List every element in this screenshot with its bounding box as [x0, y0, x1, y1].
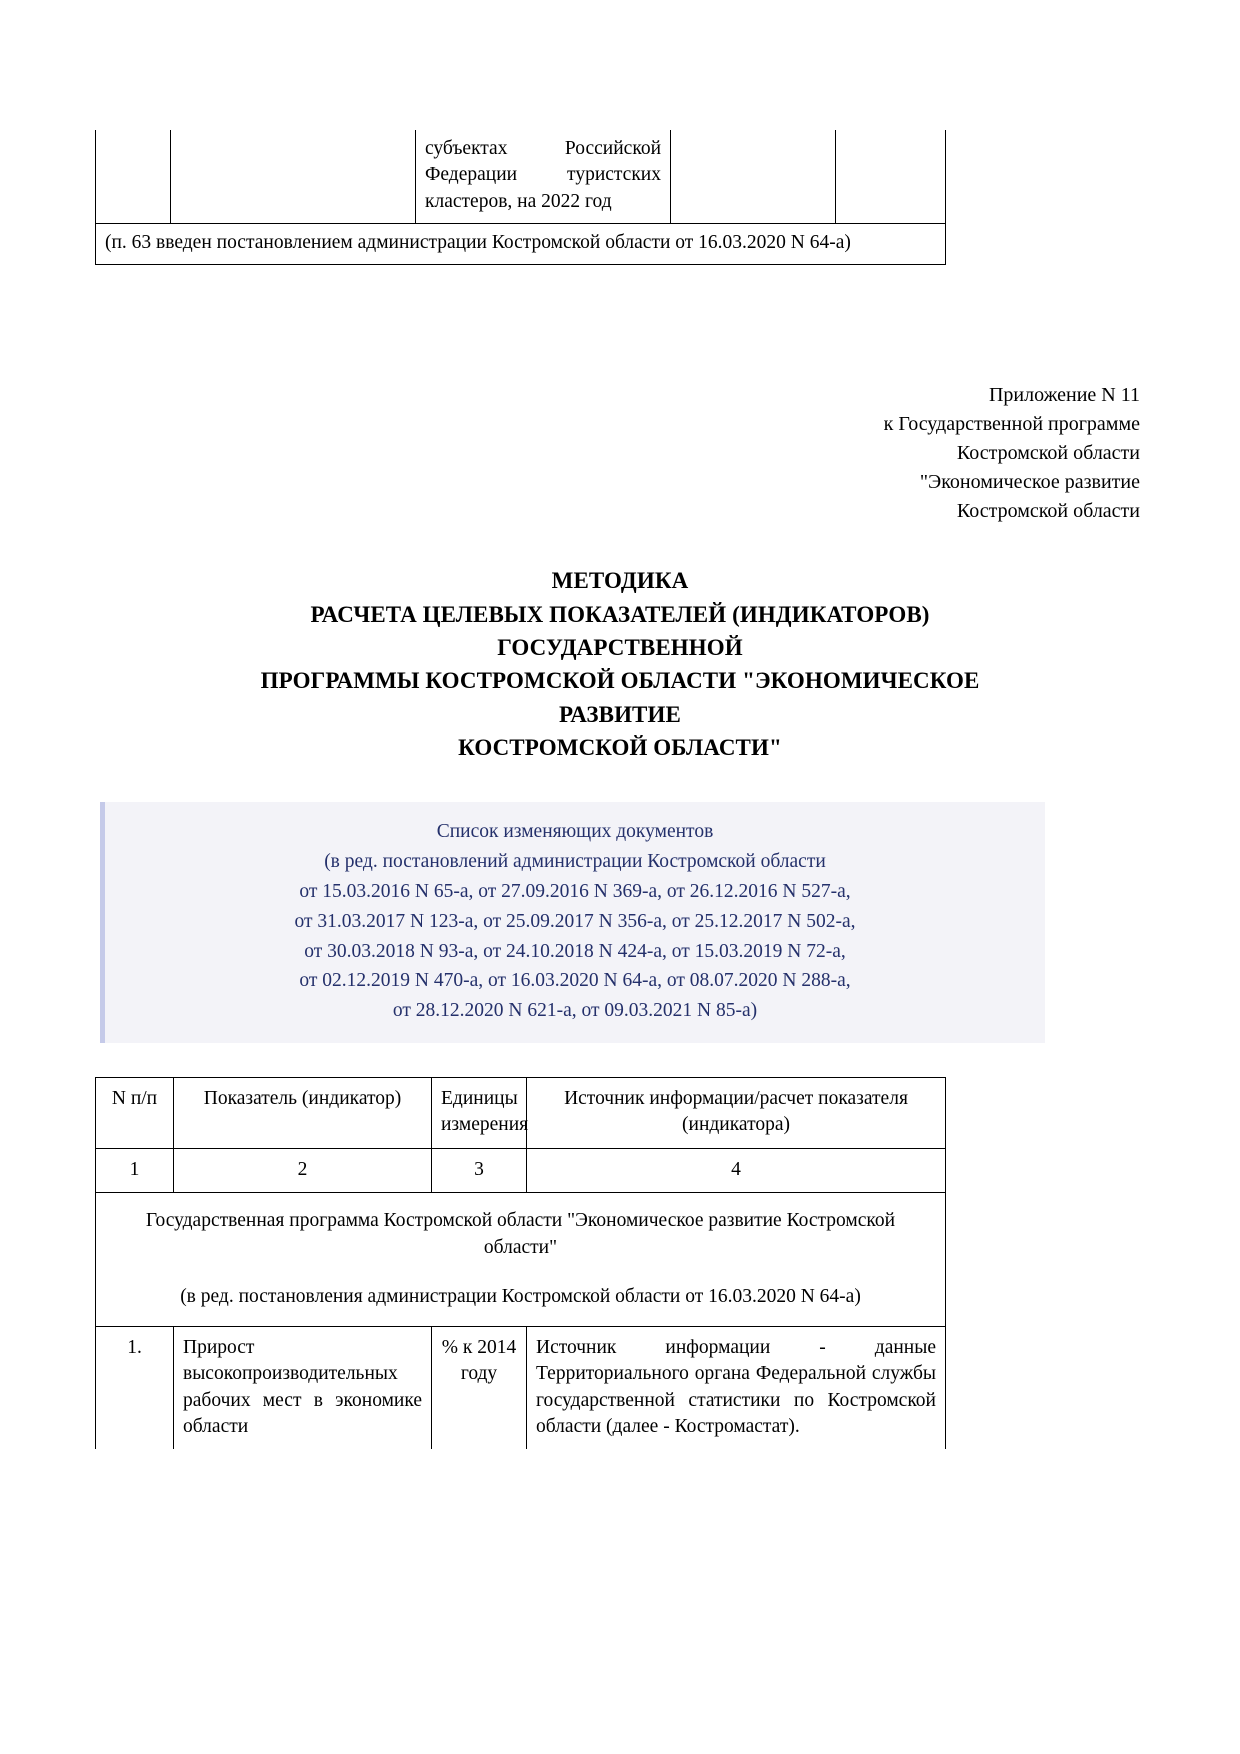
appendix-block	[95, 381, 1145, 526]
cell-number	[96, 130, 171, 223]
changing-documents-box	[100, 802, 1045, 1043]
indicator-table-section	[95, 1077, 1145, 1449]
row-number: 1.	[96, 1326, 174, 1449]
amendment-note: (п. 63 введен постановлением администрации Костромской области от 16.03.2020 N 64-а)	[96, 223, 946, 264]
cell-indicator	[171, 130, 416, 223]
colnum-1: 1	[96, 1148, 174, 1192]
program-amendment-note: (в ред. постановления администрации Костромской области от 16.03.2020 N 64-а)	[180, 1285, 861, 1307]
table-header-row	[96, 1078, 946, 1149]
program-title: Государственная программа Костромской области "Экономическое развитие Костромской области"	[145, 1210, 896, 1259]
changing-documents-line-1: (в ред. постановлений администрации Костромской области	[324, 851, 826, 873]
program-title-row	[96, 1193, 946, 1327]
cell-unit	[671, 130, 836, 223]
title-line-6: КОСТРОМСКОЙ ОБЛАСТИ"	[458, 734, 782, 760]
header-source: Источник информации/расчет показателя (индикатора)	[527, 1078, 946, 1149]
table-row	[96, 130, 946, 223]
title-line-5: РАЗВИТИЕ	[559, 701, 681, 727]
table-row	[96, 1326, 946, 1449]
colnum-2: 2	[174, 1148, 432, 1192]
cell-description: субъектах Российской Федерации туристских кластеров, на 2022 год	[416, 130, 671, 223]
appendix-line-1: Приложение N 11	[988, 384, 1140, 407]
cell-source	[836, 130, 946, 223]
changing-documents-heading: Список изменяющих документов	[436, 821, 714, 843]
colnum-4: 4	[527, 1148, 946, 1192]
continued-table	[95, 130, 946, 265]
changing-documents-line-4: от 30.03.2018 N 93-а, от 24.10.2018 N 424-а, от 15.03.2019 N 72-а,	[304, 940, 846, 962]
row-source: Источник информации - данные Территориального органа Федеральной службы государственной статистики по Костромской области (далее - Костромастат).	[527, 1326, 946, 1449]
header-indicator: Показатель (индикатор)	[174, 1078, 432, 1149]
header-units: Единицы измерения	[432, 1078, 527, 1149]
column-number-row	[96, 1148, 946, 1192]
changing-documents-line-6: от 28.12.2020 N 621-а, от 09.03.2021 N 85-а)	[392, 1000, 758, 1022]
page-title	[95, 564, 1145, 764]
changing-documents-line-5: от 02.12.2019 N 470-а, от 16.03.2020 N 64-а, от 08.07.2020 N 288-а,	[299, 970, 851, 992]
indicator-table	[95, 1077, 946, 1449]
row-unit: % к 2014 году	[432, 1326, 527, 1449]
table-row-note	[96, 223, 946, 264]
title-line-4: ПРОГРАММЫ КОСТРОМСКОЙ ОБЛАСТИ "ЭКОНОМИЧЕСКОЕ	[260, 668, 980, 694]
header-number: N п/п	[96, 1078, 174, 1149]
changing-documents-line-2: от 15.03.2016 N 65-а, от 27.09.2016 N 369-а, от 26.12.2016 N 527-а,	[299, 880, 851, 902]
row-indicator: Прирост высокопроизводительных рабочих мест в экономике области	[174, 1326, 432, 1449]
appendix-line-4: "Экономическое развитие	[919, 471, 1140, 494]
title-line-2: РАСЧЕТА ЦЕЛЕВЫХ ПОКАЗАТЕЛЕЙ (ИНДИКАТОРОВ)	[310, 601, 930, 627]
continued-table-section	[95, 0, 1145, 265]
appendix-line-2: к Государственной программе	[883, 413, 1140, 436]
appendix-line-3: Костромской области	[956, 442, 1140, 465]
title-line-3: ГОСУДАРСТВЕННОЙ	[497, 634, 743, 660]
changing-documents-line-3: от 31.03.2017 N 123-а, от 25.09.2017 N 356-а, от 25.12.2017 N 502-а,	[294, 910, 856, 932]
appendix-line-5: Костромской области	[956, 500, 1140, 523]
program-title-cell	[96, 1193, 946, 1327]
title-line-1: МЕТОДИКА	[551, 568, 689, 594]
colnum-3: 3	[432, 1148, 527, 1192]
